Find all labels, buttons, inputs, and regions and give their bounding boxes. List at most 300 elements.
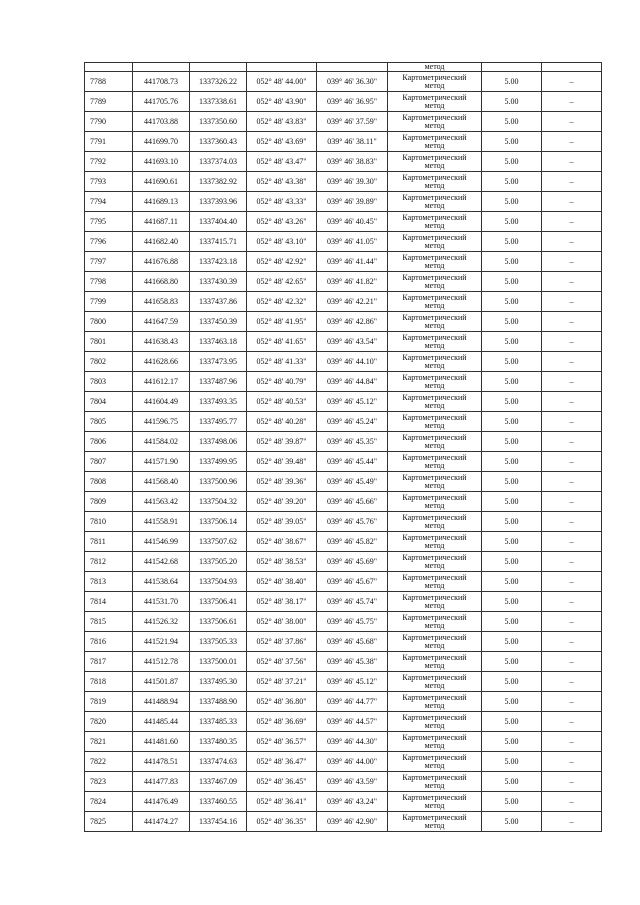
point-number-cell: 7812 bbox=[85, 552, 133, 572]
table-row bbox=[85, 332, 602, 352]
table-row bbox=[85, 212, 602, 232]
point-number-cell: 7813 bbox=[85, 572, 133, 592]
method-cell bbox=[388, 792, 482, 812]
method-cell bbox=[388, 292, 482, 312]
y-coordinate-cell: 1337473.95 bbox=[190, 352, 247, 372]
table-row bbox=[85, 312, 602, 332]
table-row bbox=[85, 492, 602, 512]
table-row bbox=[85, 552, 602, 572]
method-line2: метод bbox=[424, 380, 445, 390]
method-line1: Картометрический bbox=[402, 192, 467, 202]
longitude-cell: 039° 46' 36.95" bbox=[317, 92, 388, 112]
point-number-cell: 7803 bbox=[85, 372, 133, 392]
method-line1: Картометрический bbox=[402, 812, 467, 822]
latitude-cell: 052° 48' 36.57" bbox=[247, 732, 317, 752]
y-coordinate-cell: 1337467.09 bbox=[190, 772, 247, 792]
table-row bbox=[85, 792, 602, 812]
x-coordinate-cell: 441481.60 bbox=[133, 732, 190, 752]
table-row bbox=[85, 812, 602, 832]
latitude-cell: 052° 48' 37.21" bbox=[247, 672, 317, 692]
table-row bbox=[85, 692, 602, 712]
method-line2: метод bbox=[424, 420, 445, 430]
x-coordinate-cell: 441526.32 bbox=[133, 612, 190, 632]
x-coordinate-cell: 441476.49 bbox=[133, 792, 190, 812]
method-line2: метод bbox=[424, 220, 445, 230]
accuracy-cell: 5.00 bbox=[482, 92, 542, 112]
latitude-cell: 052° 48' 43.69" bbox=[247, 132, 317, 152]
table-row bbox=[85, 72, 602, 92]
method-line1: Картометрический bbox=[402, 612, 467, 622]
point-number-cell: 7805 bbox=[85, 412, 133, 432]
method-cell bbox=[388, 732, 482, 752]
y-coordinate-cell: 1337506.41 bbox=[190, 592, 247, 612]
method-line1: Картометрический bbox=[402, 512, 467, 522]
longitude-cell: 039° 46' 40.45" bbox=[317, 212, 388, 232]
y-coordinate-cell: 1337474.63 bbox=[190, 752, 247, 772]
method-line2: метод bbox=[424, 660, 445, 670]
method-line1: Картометрический bbox=[402, 532, 467, 542]
method-line1: Картометрический bbox=[402, 752, 467, 762]
x-coordinate-cell: 441604.49 bbox=[133, 392, 190, 412]
table-row bbox=[85, 592, 602, 612]
x-coordinate-cell: 441708.73 bbox=[133, 72, 190, 92]
method-line1: Картометрический bbox=[402, 732, 467, 742]
x-coordinate-cell: 441512.78 bbox=[133, 652, 190, 672]
point-number-cell: 7825 bbox=[85, 812, 133, 832]
point-number-cell: 7791 bbox=[85, 132, 133, 152]
method-cell bbox=[388, 212, 482, 232]
x-coordinate-cell: 441477.83 bbox=[133, 772, 190, 792]
point-number-cell: 7819 bbox=[85, 692, 133, 712]
method-cell bbox=[388, 532, 482, 552]
point-number-cell: 7823 bbox=[85, 772, 133, 792]
method-cell bbox=[388, 392, 482, 412]
latitude-cell: 052° 48' 42.92" bbox=[247, 252, 317, 272]
method-line2: метод bbox=[424, 640, 445, 650]
method-cell bbox=[388, 452, 482, 472]
table-row bbox=[85, 632, 602, 652]
y-coordinate-cell: 1337487.96 bbox=[190, 372, 247, 392]
accuracy-cell: 5.00 bbox=[482, 692, 542, 712]
accuracy-cell: 5.00 bbox=[482, 752, 542, 772]
method-cell bbox=[388, 412, 482, 432]
accuracy-cell: 5.00 bbox=[482, 732, 542, 752]
table-row bbox=[85, 572, 602, 592]
y-coordinate-cell: 1337460.55 bbox=[190, 792, 247, 812]
point-number-cell: 7821 bbox=[85, 732, 133, 752]
method-cell-fragment: метод bbox=[388, 63, 482, 72]
note-cell: – bbox=[542, 692, 602, 712]
y-coordinate-cell: 1337404.40 bbox=[190, 212, 247, 232]
method-line1: Картометрический bbox=[402, 652, 467, 662]
accuracy-cell: 5.00 bbox=[482, 572, 542, 592]
point-number-cell: 7793 bbox=[85, 172, 133, 192]
point-number-cell: 7811 bbox=[85, 532, 133, 552]
latitude-cell: 052° 48' 37.56" bbox=[247, 652, 317, 672]
longitude-cell: 039° 46' 41.82" bbox=[317, 272, 388, 292]
note-cell: – bbox=[542, 792, 602, 812]
x-coordinate-cell: 441501.87 bbox=[133, 672, 190, 692]
method-line2: метод bbox=[424, 740, 445, 750]
method-cell bbox=[388, 712, 482, 732]
latitude-cell: 052° 48' 37.86" bbox=[247, 632, 317, 652]
method-line1: Картометрический bbox=[402, 312, 467, 322]
point-number-cell: 7797 bbox=[85, 252, 133, 272]
table-row bbox=[85, 112, 602, 132]
note-cell: – bbox=[542, 632, 602, 652]
note-cell: – bbox=[542, 112, 602, 132]
method-cell bbox=[388, 352, 482, 372]
longitude-cell: 039° 46' 44.77" bbox=[317, 692, 388, 712]
table-row bbox=[85, 252, 602, 272]
point-number-cell: 7807 bbox=[85, 452, 133, 472]
y-coordinate-cell: 1337338.61 bbox=[190, 92, 247, 112]
longitude-cell: 039° 46' 44.30" bbox=[317, 732, 388, 752]
latitude-cell: 052° 48' 40.79" bbox=[247, 372, 317, 392]
method-line2: метод bbox=[424, 360, 445, 370]
table-row bbox=[85, 672, 602, 692]
note-cell: – bbox=[542, 312, 602, 332]
point-number-cell: 7795 bbox=[85, 212, 133, 232]
longitude-cell: 039° 46' 42.90" bbox=[317, 812, 388, 832]
table-row bbox=[85, 132, 602, 152]
note-cell: – bbox=[542, 332, 602, 352]
accuracy-cell: 5.00 bbox=[482, 592, 542, 612]
note-cell: – bbox=[542, 372, 602, 392]
note-cell: – bbox=[542, 272, 602, 292]
accuracy-cell: 5.00 bbox=[482, 492, 542, 512]
longitude-cell: 039° 46' 45.69" bbox=[317, 552, 388, 572]
method-line1: Картометрический bbox=[402, 372, 467, 382]
y-coordinate-cell: 1337498.06 bbox=[190, 432, 247, 452]
method-cell bbox=[388, 752, 482, 772]
y-coordinate-cell: 1337415.71 bbox=[190, 232, 247, 252]
accuracy-cell: 5.00 bbox=[482, 412, 542, 432]
accuracy-cell: 5.00 bbox=[482, 532, 542, 552]
method-line1: Картометрический bbox=[402, 352, 467, 362]
latitude-cell: 052° 48' 43.26" bbox=[247, 212, 317, 232]
method-line2: метод bbox=[424, 460, 445, 470]
method-line1: Картометрический bbox=[402, 272, 467, 282]
note-cell: – bbox=[542, 672, 602, 692]
accuracy-cell: 5.00 bbox=[482, 672, 542, 692]
y-coordinate-cell: 1337488.90 bbox=[190, 692, 247, 712]
accuracy-cell: 5.00 bbox=[482, 272, 542, 292]
method-line2: метод bbox=[424, 140, 445, 150]
table-row bbox=[85, 192, 602, 212]
method-cell bbox=[388, 552, 482, 572]
accuracy-cell: 5.00 bbox=[482, 372, 542, 392]
method-cell bbox=[388, 652, 482, 672]
point-number-cell: 7798 bbox=[85, 272, 133, 292]
y-coordinate-cell: 1337507.62 bbox=[190, 532, 247, 552]
table-row bbox=[85, 772, 602, 792]
longitude-cell: 039° 46' 44.10" bbox=[317, 352, 388, 372]
latitude-cell: 052° 48' 43.38" bbox=[247, 172, 317, 192]
point-number-cell: 7799 bbox=[85, 292, 133, 312]
y-coordinate-cell: 1337350.60 bbox=[190, 112, 247, 132]
latitude-cell: 052° 48' 43.10" bbox=[247, 232, 317, 252]
y-coordinate-cell: 1337485.33 bbox=[190, 712, 247, 732]
x-coordinate-cell: 441699.70 bbox=[133, 132, 190, 152]
cell bbox=[542, 63, 602, 72]
table-row bbox=[85, 472, 602, 492]
y-coordinate-cell: 1337504.32 bbox=[190, 492, 247, 512]
method-cell bbox=[388, 492, 482, 512]
latitude-cell: 052° 48' 38.40" bbox=[247, 572, 317, 592]
method-line2: метод bbox=[424, 620, 445, 630]
point-number-cell: 7789 bbox=[85, 92, 133, 112]
x-coordinate-cell: 441558.91 bbox=[133, 512, 190, 532]
method-line2: метод bbox=[424, 500, 445, 510]
longitude-cell: 039° 46' 45.12" bbox=[317, 392, 388, 412]
method-cell bbox=[388, 472, 482, 492]
longitude-cell: 039° 46' 45.67" bbox=[317, 572, 388, 592]
x-coordinate-cell: 441612.17 bbox=[133, 372, 190, 392]
longitude-cell: 039° 46' 45.66" bbox=[317, 492, 388, 512]
note-cell: – bbox=[542, 772, 602, 792]
longitude-cell: 039° 46' 45.38" bbox=[317, 652, 388, 672]
accuracy-cell: 5.00 bbox=[482, 352, 542, 372]
method-line2: метод bbox=[424, 120, 445, 130]
point-number-cell: 7809 bbox=[85, 492, 133, 512]
method-line1: Картометрический bbox=[402, 672, 467, 682]
note-cell: – bbox=[542, 152, 602, 172]
longitude-cell: 039° 46' 45.44" bbox=[317, 452, 388, 472]
method-line1: Картометрический bbox=[402, 492, 467, 502]
accuracy-cell: 5.00 bbox=[482, 392, 542, 412]
accuracy-cell: 5.00 bbox=[482, 812, 542, 832]
method-cell bbox=[388, 132, 482, 152]
method-line1: Картометрический bbox=[402, 792, 467, 802]
x-coordinate-cell: 441668.80 bbox=[133, 272, 190, 292]
note-cell: – bbox=[542, 392, 602, 412]
point-number-cell: 7814 bbox=[85, 592, 133, 612]
accuracy-cell: 5.00 bbox=[482, 252, 542, 272]
note-cell: – bbox=[542, 712, 602, 732]
latitude-cell: 052° 48' 43.33" bbox=[247, 192, 317, 212]
accuracy-cell: 5.00 bbox=[482, 632, 542, 652]
longitude-cell: 039° 46' 43.24" bbox=[317, 792, 388, 812]
x-coordinate-cell: 441531.70 bbox=[133, 592, 190, 612]
latitude-cell: 052° 48' 39.48" bbox=[247, 452, 317, 472]
note-cell: – bbox=[542, 252, 602, 272]
point-number-cell: 7806 bbox=[85, 432, 133, 452]
y-coordinate-cell: 1337454.16 bbox=[190, 812, 247, 832]
longitude-cell: 039° 46' 45.82" bbox=[317, 532, 388, 552]
x-coordinate-cell: 441693.10 bbox=[133, 152, 190, 172]
longitude-cell: 039° 46' 43.54" bbox=[317, 332, 388, 352]
latitude-cell: 052° 48' 40.53" bbox=[247, 392, 317, 412]
accuracy-cell: 5.00 bbox=[482, 452, 542, 472]
table-row bbox=[85, 732, 602, 752]
method-cell bbox=[388, 252, 482, 272]
note-cell: – bbox=[542, 452, 602, 472]
note-cell: – bbox=[542, 352, 602, 372]
point-number-cell: 7816 bbox=[85, 632, 133, 652]
latitude-cell: 052° 48' 36.35" bbox=[247, 812, 317, 832]
longitude-cell: 039° 46' 44.84" bbox=[317, 372, 388, 392]
note-cell: – bbox=[542, 592, 602, 612]
latitude-cell: 052° 48' 36.41" bbox=[247, 792, 317, 812]
x-coordinate-cell: 441488.94 bbox=[133, 692, 190, 712]
accuracy-cell: 5.00 bbox=[482, 792, 542, 812]
accuracy-cell: 5.00 bbox=[482, 772, 542, 792]
latitude-cell: 052° 48' 36.47" bbox=[247, 752, 317, 772]
point-number-cell: 7820 bbox=[85, 712, 133, 732]
x-coordinate-cell: 441568.40 bbox=[133, 472, 190, 492]
y-coordinate-cell: 1337504.93 bbox=[190, 572, 247, 592]
method-line2: метод bbox=[424, 560, 445, 570]
point-number-cell: 7788 bbox=[85, 72, 133, 92]
accuracy-cell: 5.00 bbox=[482, 292, 542, 312]
note-cell: – bbox=[542, 492, 602, 512]
latitude-cell: 052° 48' 44.00" bbox=[247, 72, 317, 92]
method-line2: метод bbox=[424, 180, 445, 190]
y-coordinate-cell: 1337423.18 bbox=[190, 252, 247, 272]
method-line1: Картометрический bbox=[402, 252, 467, 262]
method-line2: метод bbox=[424, 600, 445, 610]
latitude-cell: 052° 48' 38.67" bbox=[247, 532, 317, 552]
method-cell bbox=[388, 332, 482, 352]
note-cell: – bbox=[542, 472, 602, 492]
note-cell: – bbox=[542, 612, 602, 632]
y-coordinate-cell: 1337505.33 bbox=[190, 632, 247, 652]
method-line1: Картометрический bbox=[402, 292, 467, 302]
method-line1: Картометрический bbox=[402, 92, 467, 102]
method-line2: метод bbox=[424, 400, 445, 410]
accuracy-cell: 5.00 bbox=[482, 132, 542, 152]
table-row bbox=[85, 372, 602, 392]
accuracy-cell: 5.00 bbox=[482, 432, 542, 452]
method-line1: Картометрический bbox=[402, 772, 467, 782]
longitude-cell: 039° 46' 45.75" bbox=[317, 612, 388, 632]
y-coordinate-cell: 1337500.01 bbox=[190, 652, 247, 672]
note-cell: – bbox=[542, 732, 602, 752]
table-row-continuation bbox=[85, 63, 602, 72]
method-line1: Картометрический bbox=[402, 152, 467, 162]
method-line1: Картометрический bbox=[402, 72, 467, 82]
cell bbox=[482, 63, 542, 72]
latitude-cell: 052° 48' 36.69" bbox=[247, 712, 317, 732]
x-coordinate-cell: 441478.51 bbox=[133, 752, 190, 772]
longitude-cell: 039° 46' 43.59" bbox=[317, 772, 388, 792]
longitude-cell: 039° 46' 45.74" bbox=[317, 592, 388, 612]
table-row bbox=[85, 172, 602, 192]
x-coordinate-cell: 441563.42 bbox=[133, 492, 190, 512]
method-cell bbox=[388, 592, 482, 612]
method-cell bbox=[388, 812, 482, 832]
method-cell bbox=[388, 112, 482, 132]
y-coordinate-cell: 1337505.20 bbox=[190, 552, 247, 572]
method-cell bbox=[388, 692, 482, 712]
method-line2: метод bbox=[424, 300, 445, 310]
y-coordinate-cell: 1337430.39 bbox=[190, 272, 247, 292]
accuracy-cell: 5.00 bbox=[482, 112, 542, 132]
method-cell bbox=[388, 432, 482, 452]
method-line2: метод bbox=[424, 700, 445, 710]
x-coordinate-cell: 441647.59 bbox=[133, 312, 190, 332]
y-coordinate-cell: 1337500.96 bbox=[190, 472, 247, 492]
note-cell: – bbox=[542, 192, 602, 212]
method-cell bbox=[388, 512, 482, 532]
accuracy-cell: 5.00 bbox=[482, 232, 542, 252]
accuracy-cell: 5.00 bbox=[482, 552, 542, 572]
accuracy-cell: 5.00 bbox=[482, 472, 542, 492]
method-line2: метод bbox=[424, 680, 445, 690]
point-number-cell: 7796 bbox=[85, 232, 133, 252]
accuracy-cell: 5.00 bbox=[482, 192, 542, 212]
table-row bbox=[85, 452, 602, 472]
note-cell: – bbox=[542, 432, 602, 452]
latitude-cell: 052° 48' 36.80" bbox=[247, 692, 317, 712]
method-cell bbox=[388, 272, 482, 292]
method-line1: Картометрический bbox=[402, 552, 467, 562]
method-cell bbox=[388, 572, 482, 592]
latitude-cell: 052° 48' 40.28" bbox=[247, 412, 317, 432]
table-row bbox=[85, 272, 602, 292]
longitude-cell: 039° 46' 39.30" bbox=[317, 172, 388, 192]
method-cell bbox=[388, 192, 482, 212]
table-row bbox=[85, 612, 602, 632]
note-cell: – bbox=[542, 72, 602, 92]
method-line1: Картометрический bbox=[402, 172, 467, 182]
accuracy-cell: 5.00 bbox=[482, 512, 542, 532]
latitude-cell: 052° 48' 43.47" bbox=[247, 152, 317, 172]
note-cell: – bbox=[542, 292, 602, 312]
note-cell: – bbox=[542, 532, 602, 552]
method-cell bbox=[388, 92, 482, 112]
accuracy-cell: 5.00 bbox=[482, 612, 542, 632]
method-line2: метод bbox=[424, 200, 445, 210]
longitude-cell: 039° 46' 45.12" bbox=[317, 672, 388, 692]
coordinates-table bbox=[84, 62, 602, 832]
x-coordinate-cell: 441682.40 bbox=[133, 232, 190, 252]
method-line2: метод bbox=[424, 540, 445, 550]
latitude-cell: 052° 48' 42.32" bbox=[247, 292, 317, 312]
method-line2: метод bbox=[424, 720, 445, 730]
accuracy-cell: 5.00 bbox=[482, 652, 542, 672]
latitude-cell: 052° 48' 43.83" bbox=[247, 112, 317, 132]
note-cell: – bbox=[542, 92, 602, 112]
method-line2: метод bbox=[424, 320, 445, 330]
method-line2: метод bbox=[424, 580, 445, 590]
accuracy-cell: 5.00 bbox=[482, 152, 542, 172]
latitude-cell: 052° 48' 39.20" bbox=[247, 492, 317, 512]
table-row bbox=[85, 432, 602, 452]
accuracy-cell: 5.00 bbox=[482, 72, 542, 92]
note-cell: – bbox=[542, 212, 602, 232]
method-line2: метод bbox=[424, 160, 445, 170]
method-cell bbox=[388, 772, 482, 792]
point-number-cell: 7817 bbox=[85, 652, 133, 672]
point-number-cell: 7801 bbox=[85, 332, 133, 352]
x-coordinate-cell: 441538.64 bbox=[133, 572, 190, 592]
method-line2: метод bbox=[424, 260, 445, 270]
longitude-cell: 039° 46' 38.11" bbox=[317, 132, 388, 152]
note-cell: – bbox=[542, 172, 602, 192]
note-cell: – bbox=[542, 652, 602, 672]
latitude-cell: 052° 48' 38.00" bbox=[247, 612, 317, 632]
y-coordinate-cell: 1337506.61 bbox=[190, 612, 247, 632]
longitude-cell: 039° 46' 36.30" bbox=[317, 72, 388, 92]
note-cell: – bbox=[542, 552, 602, 572]
x-coordinate-cell: 441687.11 bbox=[133, 212, 190, 232]
latitude-cell: 052° 48' 38.17" bbox=[247, 592, 317, 612]
table-row bbox=[85, 352, 602, 372]
table-row bbox=[85, 712, 602, 732]
accuracy-cell: 5.00 bbox=[482, 332, 542, 352]
